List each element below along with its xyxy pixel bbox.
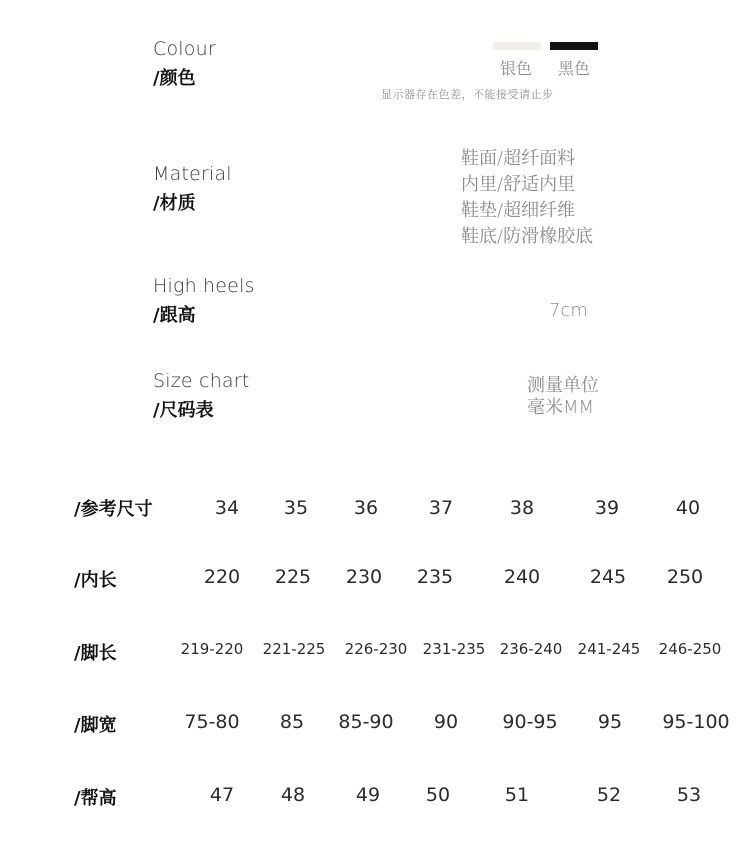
table-cell: 37 bbox=[428, 497, 454, 519]
table-cell: 220 bbox=[203, 566, 241, 588]
table-cell: 245 bbox=[589, 566, 627, 588]
table-cell: 241-245 bbox=[577, 640, 641, 658]
material-label-cn: /材质 bbox=[153, 193, 196, 214]
table-cell: 90-95 bbox=[502, 711, 558, 733]
table-cell: 221-225 bbox=[262, 640, 326, 658]
table-cell: 50 bbox=[425, 784, 451, 806]
table-cell: 231-235 bbox=[422, 640, 486, 658]
table-cell: 230 bbox=[345, 566, 383, 588]
size-chart-label-cn: /尺码表 bbox=[153, 400, 214, 421]
table-cell: 38 bbox=[509, 497, 535, 519]
material-list bbox=[461, 146, 593, 250]
row-label-reference-size: /参考尺寸 bbox=[74, 499, 153, 520]
heel-height-value: 7cm bbox=[549, 300, 588, 321]
table-cell: 47 bbox=[209, 784, 235, 806]
unit-line2: 毫米MM bbox=[527, 397, 595, 418]
table-cell: 85-90 bbox=[338, 711, 394, 733]
table-cell: 250 bbox=[666, 566, 704, 588]
table-cell: 95-100 bbox=[662, 711, 730, 733]
table-cell: 90 bbox=[433, 711, 459, 733]
table-cell: 95 bbox=[597, 711, 623, 733]
unit-line1: 测量单位 bbox=[527, 375, 599, 396]
table-cell: 49 bbox=[355, 784, 381, 806]
table-cell: 35 bbox=[283, 497, 309, 519]
table-cell: 225 bbox=[274, 566, 312, 588]
table-cell: 236-240 bbox=[499, 640, 563, 658]
table-cell: 235 bbox=[416, 566, 454, 588]
color-difference-note: 显示器存在色差，不能接受请止步 bbox=[381, 88, 554, 101]
row-label-foot-length: /脚长 bbox=[74, 643, 117, 664]
table-cell: 34 bbox=[214, 497, 240, 519]
table-cell: 75-80 bbox=[184, 711, 240, 733]
colour-label-cn: /颜色 bbox=[153, 68, 196, 89]
material-lining: 内里/舒适内里 bbox=[461, 174, 576, 195]
heels-label-cn: /跟高 bbox=[153, 305, 196, 326]
black-swatch[interactable] bbox=[550, 42, 598, 50]
silver-swatch[interactable] bbox=[493, 42, 541, 50]
row-label-inner-length: /内长 bbox=[74, 570, 117, 591]
table-cell: 226-230 bbox=[344, 640, 408, 658]
table-cell: 36 bbox=[353, 497, 379, 519]
heels-label-en: High heels bbox=[153, 275, 255, 297]
table-cell: 53 bbox=[676, 784, 702, 806]
material-insole: 鞋垫/超细纤维 bbox=[461, 200, 576, 221]
table-cell: 48 bbox=[280, 784, 306, 806]
table-cell: 40 bbox=[675, 497, 701, 519]
table-cell: 85 bbox=[279, 711, 305, 733]
size-chart-label-en: Size chart bbox=[153, 370, 250, 392]
row-label-foot-width: /脚宽 bbox=[74, 715, 117, 736]
table-cell: 246-250 bbox=[658, 640, 722, 658]
table-cell: 51 bbox=[504, 784, 530, 806]
material-label-en: Material bbox=[153, 163, 232, 185]
table-cell: 219-220 bbox=[180, 640, 244, 658]
colour-label-en: Colour bbox=[153, 38, 216, 60]
table-cell: 52 bbox=[596, 784, 622, 806]
black-option-label: 黑色 bbox=[558, 59, 591, 78]
table-cell: 240 bbox=[503, 566, 541, 588]
material-sole: 鞋底/防滑橡胶底 bbox=[461, 226, 594, 247]
row-label-upper-height: /帮高 bbox=[74, 788, 117, 809]
material-upper: 鞋面/超纤面料 bbox=[461, 148, 576, 169]
silver-option-label: 银色 bbox=[500, 59, 533, 78]
table-cell: 39 bbox=[594, 497, 620, 519]
